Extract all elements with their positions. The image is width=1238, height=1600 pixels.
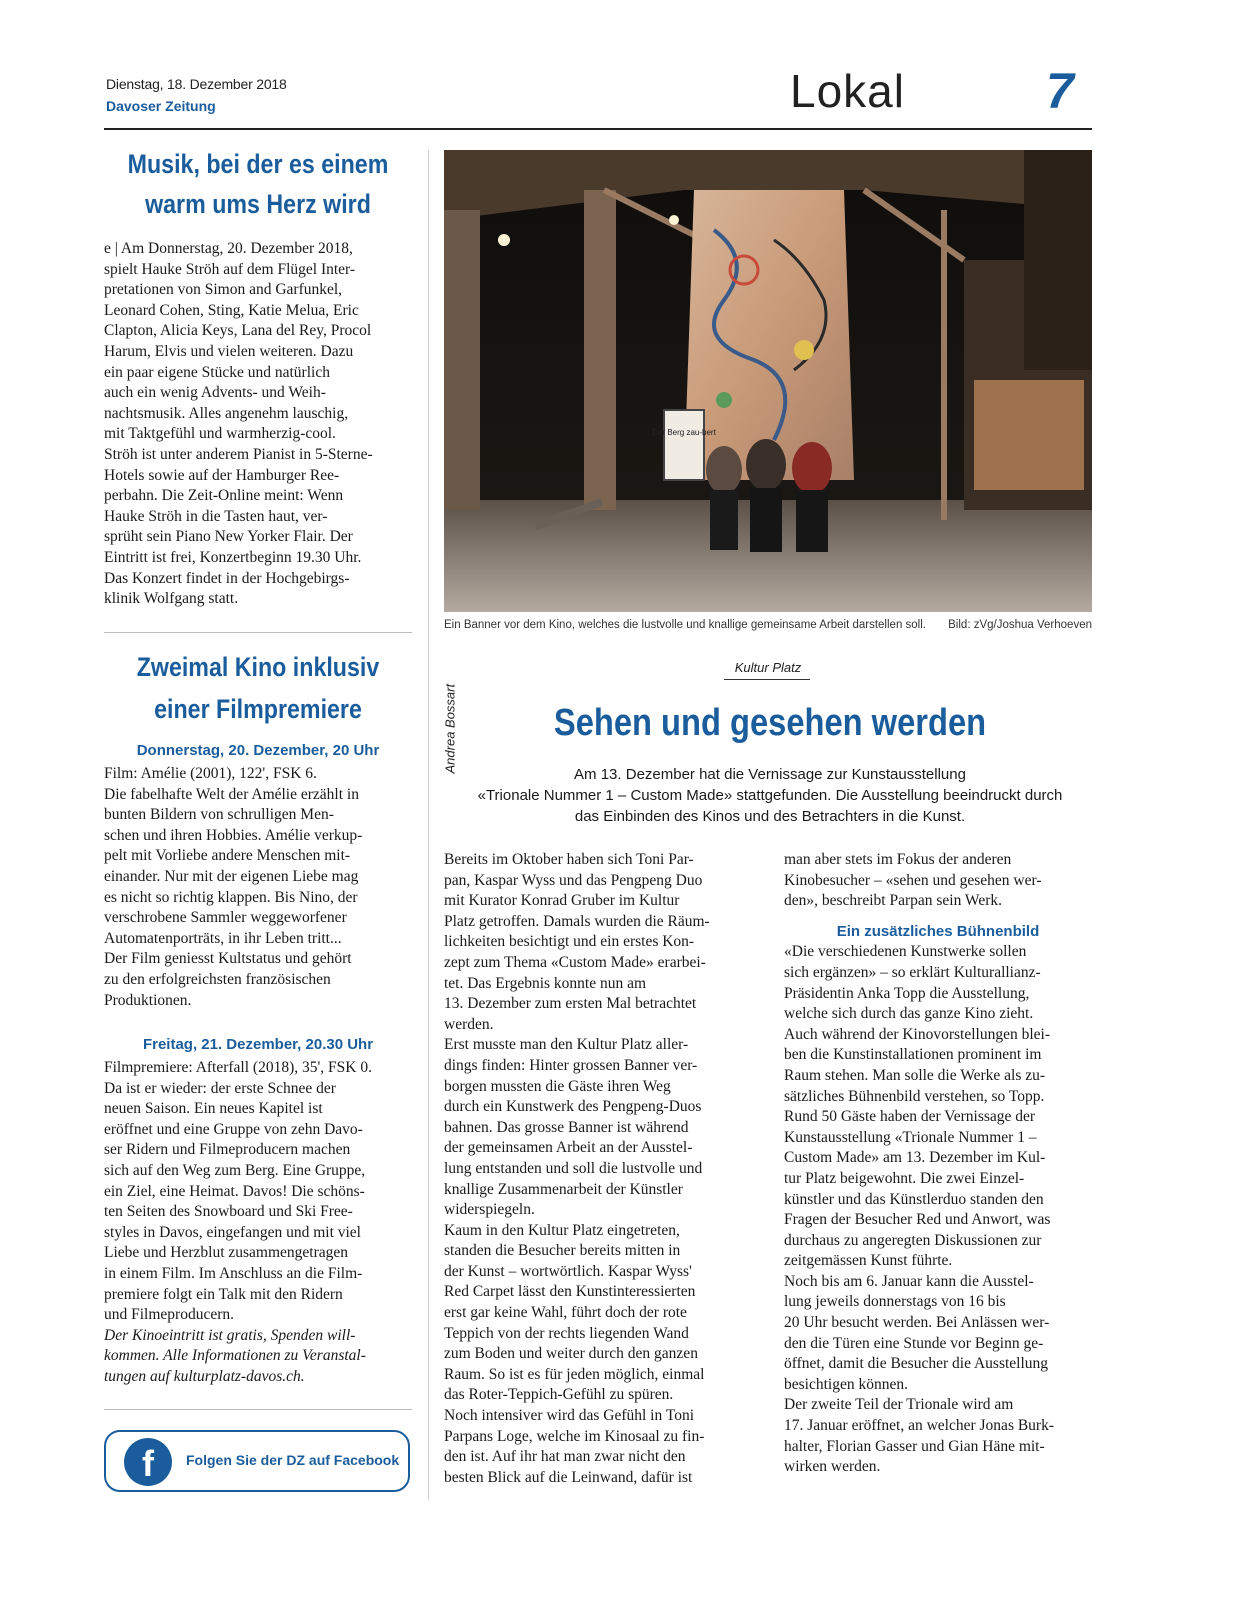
body-line: lung jeweils donnerstags von 16 bis (784, 1293, 1006, 1311)
body-line: Produktionen. (104, 991, 192, 1009)
cinema-banner-photo (444, 150, 1092, 612)
body-line: lichkeiten besichtigt und ein erstes Kon- (444, 933, 695, 951)
body-line: bunten Bildern von schrulligen Men- (104, 806, 334, 824)
author-name: Andrea Bossart (442, 683, 458, 774)
author-byline (440, 683, 460, 776)
body-line: spielt Hauke Ströh auf dem Flügel Inter- (104, 260, 356, 278)
facebook-follow-label[interactable]: Folgen Sie der DZ auf Facebook (186, 1452, 400, 1468)
body-line: und Filmeproducern. (104, 1306, 235, 1324)
newspaper-name: Davoser Zeitung (106, 98, 216, 114)
body-line: den die Türen eine Stunde vor Beginn ge- (784, 1334, 1044, 1352)
body-line: mit Taktgefühl und warmherzig-cool. (104, 425, 336, 443)
body-line: pretationen von Simon and Garfunkel, (104, 281, 343, 299)
body-line: knallige Zusammenarbeit der Künstler (444, 1180, 683, 1198)
body-line: bahnen. Das grosse Banner ist während (444, 1118, 689, 1136)
issue-date: Dienstag, 18. Dezember 2018 (106, 76, 287, 92)
body-line: Hauke Ströh in die Tasten haut, ver- (104, 507, 328, 525)
body-line: Raum. So ist es für jeden möglich, einmal (444, 1365, 705, 1383)
body-line: Ströh ist unter anderem Pianist in 5-Sterne- (104, 445, 373, 463)
body-line: Hotels sowie auf der Hamburger Ree- (104, 466, 340, 484)
kicker-underline (724, 679, 810, 680)
body-line: es nicht so richtig klappen. Bis Nino, der (104, 888, 358, 906)
body-line: Clapton, Alicia Keys, Lana del Rey, Procol (104, 322, 372, 340)
body-line: sich ergänzen» – so erklärt Kulturallianz- (784, 963, 1041, 981)
lit-foyer (974, 380, 1084, 490)
body-line: ben die Kunstinstallationen prominent im (784, 1046, 1042, 1064)
body-line: den», beschreibt Parpan sein Werk. (784, 892, 1002, 910)
article2-headline (126, 646, 391, 730)
section-title: Lokal (790, 65, 905, 117)
body-line: «Die verschiedenen Kunstwerke sollen (784, 943, 1027, 961)
body-line: besichtigen können. (784, 1375, 908, 1393)
body-line: Kinobesucher – «sehen und gesehen wer- (784, 871, 1042, 889)
body-line: Da ist er wieder: der erste Schnee der (104, 1079, 336, 1097)
body-line: zept zum Thema «Custom Made» erarbei- (444, 953, 706, 971)
body-line: pelt mit Vorliebe andere Menschen mit- (104, 847, 351, 865)
body-line: eröffnet und eine Gruppe von zehn Davo- (104, 1120, 363, 1138)
body-line: Rund 50 Gäste haben der Vernissage der (784, 1108, 1036, 1126)
body-line-italic: kommen. Alle Informationen zu Veranstal- (104, 1347, 366, 1365)
body-line: Der zweite Teil der Trionale wird am (784, 1396, 1014, 1414)
body-line: Das Konzert findet in der Hochgebirgs- (104, 569, 350, 587)
body-line: auch ein wenig Advents- und Weih- (104, 384, 326, 402)
article2-headline-line1: Zweimal Kino inklusiv (136, 652, 380, 682)
body-line: Liebe und Herzblut zusammengetragen (104, 1244, 349, 1262)
body-line: pan, Kaspar Wyss und das Pengpeng Duo (444, 871, 703, 889)
main-headline: Sehen und gesehen werden (553, 702, 987, 744)
article-divider (104, 1409, 412, 1410)
screening1-subhead: Donnerstag, 20. Dezember, 20 Uhr (136, 742, 380, 759)
body-line: schen und ihren Hobbies. Amélie verkup- (104, 826, 363, 844)
body-line: einander. Nur mit der eigenen Liebe mag (104, 867, 359, 885)
person-right (792, 442, 832, 494)
body-line: künstler und das Künstlerduo standen den (784, 1190, 1044, 1208)
body-line: erst gar keine Wahl, führt doch der rote (444, 1304, 687, 1322)
body-line: ser Ridern und Filmeproducern machen (104, 1141, 351, 1159)
body-line: durchaus zu angeregten Diskussionen zur (784, 1231, 1042, 1249)
body-line: neuen Saison. Ein neues Kapitel ist (104, 1100, 323, 1118)
body-line: das Roter-Teppich-Gefühl zu spüren. (444, 1386, 674, 1404)
body-line: nachtsmusik. Alles angenehm lauschig, (104, 404, 349, 422)
body-line: werden. (444, 1015, 494, 1033)
body-line: premiere folgt ein Talk mit den Ridern (104, 1285, 343, 1303)
screening2-body (104, 1058, 412, 1388)
article1-headline-line1: Musik, bei der es einem (127, 149, 389, 179)
body-line: Die fabelhafte Welt der Amélie erzählt in (104, 785, 359, 803)
body-line: wirken werden. (784, 1458, 881, 1476)
body-line: Bereits im Oktober haben sich Toni Par- (444, 851, 694, 868)
article-kicker: Kultur Platz (734, 660, 802, 675)
body-line: in einem Film. Im Anschluss an die Film- (104, 1264, 363, 1282)
body-line: der gemeinsamen Arbeit an der Ausstel- (444, 1139, 693, 1157)
body-line: sätzliches Bühnenbild verstehen, so Topp. (784, 1087, 1045, 1105)
body-line: mit Kurator Konrad Gruber im Kultur (444, 892, 680, 910)
body-line-italic: tungen auf kulturplatz-davos.ch. (104, 1367, 305, 1385)
body-line: halter, Florian Gasser und Gian Häne mit- (784, 1437, 1045, 1455)
body-line: widerspiegeln. (444, 1201, 535, 1219)
screening2-subhead: Freitag, 21. Dezember, 20.30 Uhr (142, 1036, 374, 1053)
body-line: lung entstanden und soll die lustvolle und (444, 1159, 703, 1177)
body-line: Noch bis am 6. Januar kann die Ausstel- (784, 1272, 1034, 1290)
body-line: öffnet, damit die Besucher die Ausstellung (784, 1355, 1049, 1373)
header-rule (104, 128, 1092, 130)
person-left-legs (710, 490, 738, 550)
body-line: ein paar eigene Stücke und natürlich (104, 363, 330, 381)
body-line: zu den erfolgreichsten französischen (104, 970, 331, 988)
body-line: besten Blick auf die Leinwand, dafür ist (444, 1468, 693, 1486)
body-line: man aber stets im Fokus der anderen (784, 851, 1012, 868)
body-line: e | Am Donnerstag, 20. Dezember 2018, (104, 240, 353, 257)
body-line: 17. Januar eröffnet, an welcher Jonas Burk- (784, 1417, 1055, 1435)
body-line: 13. Dezember zum ersten Mal betrachtet (444, 995, 697, 1013)
facebook-icon[interactable]: f (124, 1438, 172, 1486)
body-line: ein Ziel, eine Heimat. Davos! Die schöns- (104, 1182, 365, 1200)
body-line: 20 Uhr besucht werden. Bei Anlässen wer- (784, 1314, 1050, 1332)
article2-headline-line2: einer Filmpremiere (154, 694, 362, 724)
article1-headline (126, 144, 391, 224)
banner-dot (716, 392, 732, 408)
body-line: zum Boden und weiter durch den ganzen (444, 1345, 698, 1363)
building-wall (1024, 150, 1092, 370)
body-line: ten Seiten des Snowboard und Ski Free- (104, 1203, 353, 1221)
ceiling-lamp (498, 234, 510, 246)
movie-poster-stand (664, 410, 704, 480)
body-line: sich auf den Weg zum Berg. Eine Gruppe, (104, 1161, 366, 1179)
body-line: welche sich durch das ganze Kino zieht. (784, 1005, 1034, 1023)
article1-headline-line2: warm ums Herz wird (145, 189, 371, 219)
body-line: klinik Wolfgang statt. (104, 590, 239, 608)
person-right-legs (796, 490, 828, 552)
body-line: Kaum in den Kultur Platz eingetreten, (444, 1221, 680, 1239)
body-line: Auch während der Kinovorstellungen blei- (784, 1025, 1051, 1043)
body-line: Kunstausstellung «Trionale Nummer 1 – (784, 1128, 1037, 1146)
article-divider (104, 632, 412, 633)
body-line: sprüht sein Piano New Yorker Flair. Der (104, 528, 353, 546)
body-line: den ist. Auf ihr hat man zwar nicht den (444, 1448, 686, 1466)
body-line: Präsidentin Anka Topp die Ausstellung, (784, 984, 1030, 1002)
body-line: zeitgemässen Kunst führte. (784, 1252, 953, 1270)
body-line: Filmpremiere: Afterfall (2018), 35', FSK 0. (104, 1059, 372, 1076)
article1-body (104, 239, 412, 610)
body-line: Harum, Elvis und vielen weiteren. Dazu (104, 342, 354, 360)
page-number: 7 (1046, 63, 1074, 119)
body-line: tet. Das Ergebnis konnte nun am (444, 974, 647, 992)
body-line: borgen mussten die Gäste ihren Weg (444, 1077, 671, 1095)
lead-line: Am 13. Dezember hat die Vernissage zur Kunstausstellung (574, 766, 966, 783)
body-line: Eintritt ist frei, Konzertbeginn 19.30 Uhr. (104, 548, 362, 566)
body-line: Platz getroffen. Damals wurden die Räum- (444, 912, 710, 930)
person-middle (746, 439, 786, 491)
body-line: styles in Davos, eingefangen und mit viel (104, 1223, 361, 1241)
main-subhead: Ein zusätzliches Bühnenbild (836, 922, 1040, 940)
body-line: dings finden: Hinter grossen Banner ver- (444, 1056, 698, 1074)
body-line: der Kunst – wortwörtlich. Kaspar Wyss' (444, 1262, 692, 1280)
body-line: Noch intensiver wird das Gefühl in Toni (444, 1407, 695, 1425)
body-line: Red Carpet lässt den Kunstinteressierten (444, 1283, 696, 1301)
body-line: Der Film geniesst Kultstatus und gehört (104, 950, 352, 968)
body-line: Fragen der Besucher Red und Anwort, was (784, 1211, 1051, 1229)
body-line: standen die Besucher bereits mitten in (444, 1242, 681, 1260)
body-line: Parpans Loge, welche im Kinosaal zu fin- (444, 1427, 705, 1445)
body-line: perbahn. Die Zeit-Online meint: Wenn (104, 487, 344, 505)
body-line: Raum stehen. Man solle die Werke als zu- (784, 1066, 1046, 1084)
column-divider (428, 150, 429, 1500)
lead-line: «Trionale Nummer 1 – Custom Made» stattgefunden. Die Ausstellung beeindruckt durch (477, 787, 1063, 804)
body-line: verschrobene Sammler weggeworfener (104, 909, 347, 927)
body-line: Custom Made» am 13. Dezember im Kul- (784, 1149, 1046, 1167)
body-line: Film: Amélie (2001), 122', FSK 6. (104, 765, 317, 782)
body-line: tur Platz beigewohnt. Die zwei Einzel- (784, 1169, 1025, 1187)
article-lead (470, 764, 1070, 827)
main-article-column-1 (444, 850, 754, 1488)
body-line: Erst musste man den Kultur Platz aller- (444, 1036, 689, 1054)
left-pillar (444, 210, 480, 510)
body-line: Teppich von der rechts liegenden Wand (444, 1324, 689, 1342)
poster-text: Der Berg zau-bert (652, 428, 716, 437)
person-left (706, 446, 742, 494)
body-line: durch ein Kunstwerk des Pengpeng-Duos (444, 1098, 702, 1116)
screening1-body (104, 764, 412, 1011)
body-line-italic: Der Kinoeintritt ist gratis, Spenden will- (104, 1326, 356, 1344)
photo-illustration (444, 150, 1092, 612)
body-line: Automatenporträts, in ihr Leben tritt... (104, 929, 342, 947)
person-middle-legs (750, 488, 782, 552)
photo-caption: Ein Banner vor dem Kino, welches die lustvolle und knallige gemeinsame Arbeit darstellen soll. (444, 619, 926, 631)
main-article-column-2 (784, 850, 1092, 1478)
ceiling-lamp (669, 215, 679, 225)
lead-line: das Einbinden des Kinos und des Betrachters in die Kunst. (574, 808, 966, 825)
photo-credit: Bild: zVg/Joshua Verhoeven (948, 619, 1092, 631)
banner-dot (794, 340, 814, 360)
body-line: Leonard Cohen, Sting, Katie Melua, Eric (104, 301, 359, 319)
left-column (584, 190, 616, 510)
